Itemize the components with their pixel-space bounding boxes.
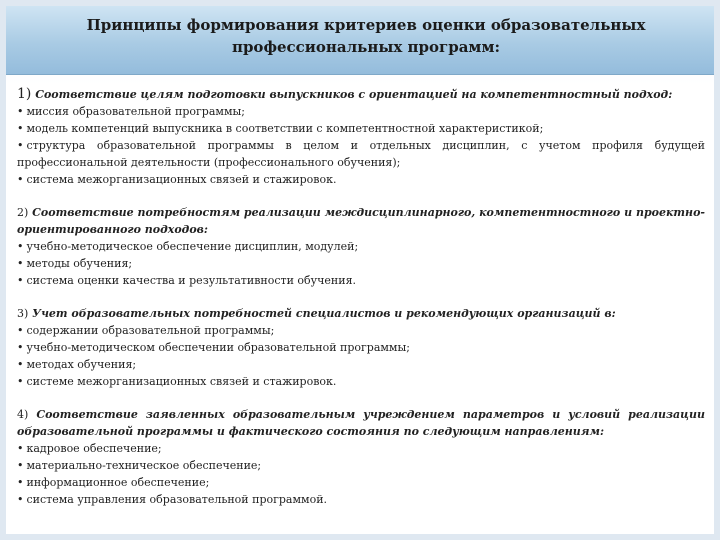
list-item-text: система межорганизационных связей и стажировок. [26,173,337,186]
section-4 [17,406,705,508]
list-item-text: структура образовательной программы в целом и отдельных дисциплин, с учетом профиля будущей профессиональной деятельности (профессионального обучения); [17,139,705,169]
list-item [17,103,705,120]
section-heading-text: Учет образовательных потребностей специалистов и рекомендующих организаций в: [32,307,616,320]
slide-content [17,86,705,524]
list-item [17,373,705,390]
list-item-text: информационное обеспечение; [26,476,210,489]
list-item-text: кадровое обеспечение; [26,442,162,455]
list-item-text: система оценки качества и результативности обучения. [26,274,357,287]
bullet-icon: • [17,442,24,455]
section-heading [17,204,705,238]
list-item-text: учебно-методическое обеспечение дисциплин, модулей; [26,240,359,253]
list-item [17,440,705,457]
bullet-icon: • [17,375,24,388]
bullet-icon: • [17,122,24,135]
section-1 [17,86,705,188]
section-heading-text: Соответствие заявленных образовательным учреждением параметров и условий реализации образовательной программы и фактического состояния по следующим направлениям: [17,408,705,438]
bullet-icon: • [17,341,24,354]
bullet-icon: • [17,324,24,337]
list-item [17,120,705,137]
bullet-icon: • [17,240,24,253]
title-bar [6,6,714,75]
section-3 [17,305,705,390]
list-item-text: материально-техническое обеспечение; [26,459,262,472]
bullet-icon: • [17,139,24,152]
list-item [17,171,705,188]
bullet-icon: • [17,476,24,489]
bullet-icon: • [17,459,24,472]
section-number: 2) [17,206,29,219]
list-item [17,322,705,339]
list-item-text: методах обучения; [26,358,137,371]
list-item-text: миссия образовательной программы; [26,105,245,118]
section-heading [17,406,705,440]
list-item [17,339,705,356]
section-number: 1) [17,86,32,102]
list-item-text: системе межорганизационных связей и стажировок. [26,375,337,388]
list-item [17,137,705,171]
list-item-text: содержании образовательной программы; [26,324,275,337]
bullet-icon: • [17,274,24,287]
section-heading [17,86,705,103]
list-item [17,457,705,474]
list-item-text: учебно-методическом обеспечении образовательной программы; [26,341,410,354]
list-item [17,272,705,289]
list-item [17,356,705,373]
list-item [17,474,705,491]
section-heading [17,305,705,322]
list-item-text: модель компетенций выпускника в соответствии с компетентностной характеристикой; [26,122,544,135]
list-item-text: методы обучения; [26,257,133,270]
bullet-icon: • [17,173,24,186]
bullet-icon: • [17,493,24,506]
bullet-icon: • [17,105,24,118]
list-item-text: система управления образовательной программой. [26,493,328,506]
list-item [17,238,705,255]
section-heading-text: Соответствие потребностям реализации междисциплинарного, компетентностного и проектно-ориентированного подходов: [17,206,705,236]
section-number: 4) [17,408,29,421]
section-number: 3) [17,307,29,320]
section-heading-text: Соответствие целям подготовки выпускников с ориентацией на компетентностный подход: [35,88,673,101]
list-item [17,491,705,508]
bullet-icon: • [17,257,24,270]
bullet-icon: • [17,358,24,371]
section-2 [17,204,705,289]
list-item [17,255,705,272]
page-title: Принципы формирования критериев оценки образовательных профессиональных программ: [86,16,646,56]
